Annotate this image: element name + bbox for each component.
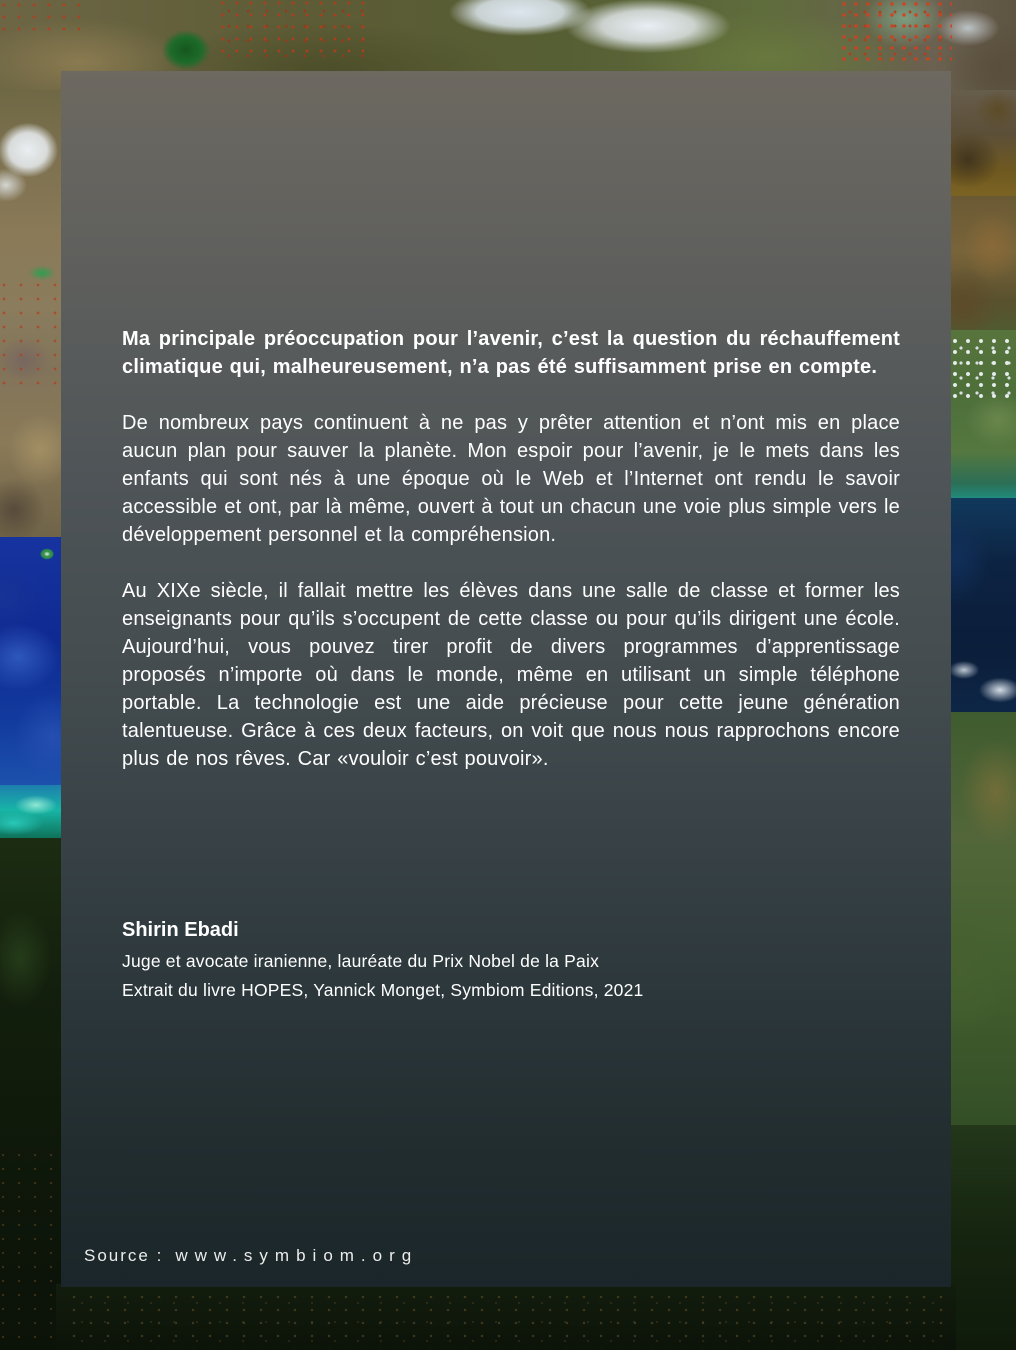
quote-panel (61, 71, 951, 1287)
author-block (122, 916, 900, 1005)
source-url: www.symbiom.org (175, 1246, 419, 1265)
author-role: Juge et avocate iranienne, lauréate du Prix Nobel de la Paix (122, 951, 600, 971)
cloud-speckles-right (950, 335, 1016, 401)
satellite-ocean-left (0, 537, 64, 789)
author-name: Shirin Ebadi (122, 919, 239, 941)
satellite-mountains-right-top (948, 90, 1016, 200)
land-speckles-bottom (70, 1293, 950, 1348)
red-vegetation-speckles-left (0, 280, 64, 390)
source-label: Source : (84, 1246, 164, 1265)
satellite-reef-left (0, 785, 64, 841)
source-line (84, 1245, 418, 1267)
author-credit: Extrait du livre HOPES, Yannick Monget, Symbiom Editions, 2021 (122, 980, 644, 1000)
satellite-dark-land-right (948, 1125, 1016, 1350)
satellite-terrain-right-lower (948, 712, 1016, 1132)
red-vegetation-speckles-top-center (220, 0, 370, 58)
quote-paragraph-3: Au XIXe siècle, il fallait mettre les élèves dans une salle de classe et former les enseignants pour qu’ils s’occupent de cette classe ou pour qu’ils dirigent une école. Aujourd’hui, vous pouvez tirer profit de divers programmes d’apprentissage proposés n’importe où dans le monde, même en utilisant un simple téléphone portable. La technologie est une aide précieuse pour cette jeune génération talentueuse. Grâce à ces deux facteurs, on voit que nous nous rapprochons encore plus de nos rêves. Car «vouloir c’est pouvoir». (122, 580, 900, 770)
quote-paragraph-2: De nombreux pays continuent à ne pas y prêter attention et n’ont mis en place aucun plan pour sauver la planète. Mon espoir pour l’avenir, je le mets dans les enfants qui sont nés à une époque où le Web et l’Internet ont rendu le savoir accessible et ont, par là même, ouvert à tout un chacun une voie plus simple vers le développement personnel et la compréhension. (122, 412, 900, 546)
red-vegetation-speckles-top-right (840, 0, 952, 64)
red-vegetation-speckles-top-left (0, 0, 80, 34)
satellite-brown-mountains-right (948, 196, 1016, 336)
quote-text-block (122, 325, 900, 801)
satellite-ocean-right (948, 498, 1016, 716)
ember-speckles-bottom-left (0, 1150, 64, 1350)
quote-lead-paragraph: Ma principale préoccupation pour l’avenir, c’est la question du réchauffement climatique qui, malheureusement, n’a pas été suffisamment prise en compte. (122, 328, 900, 378)
